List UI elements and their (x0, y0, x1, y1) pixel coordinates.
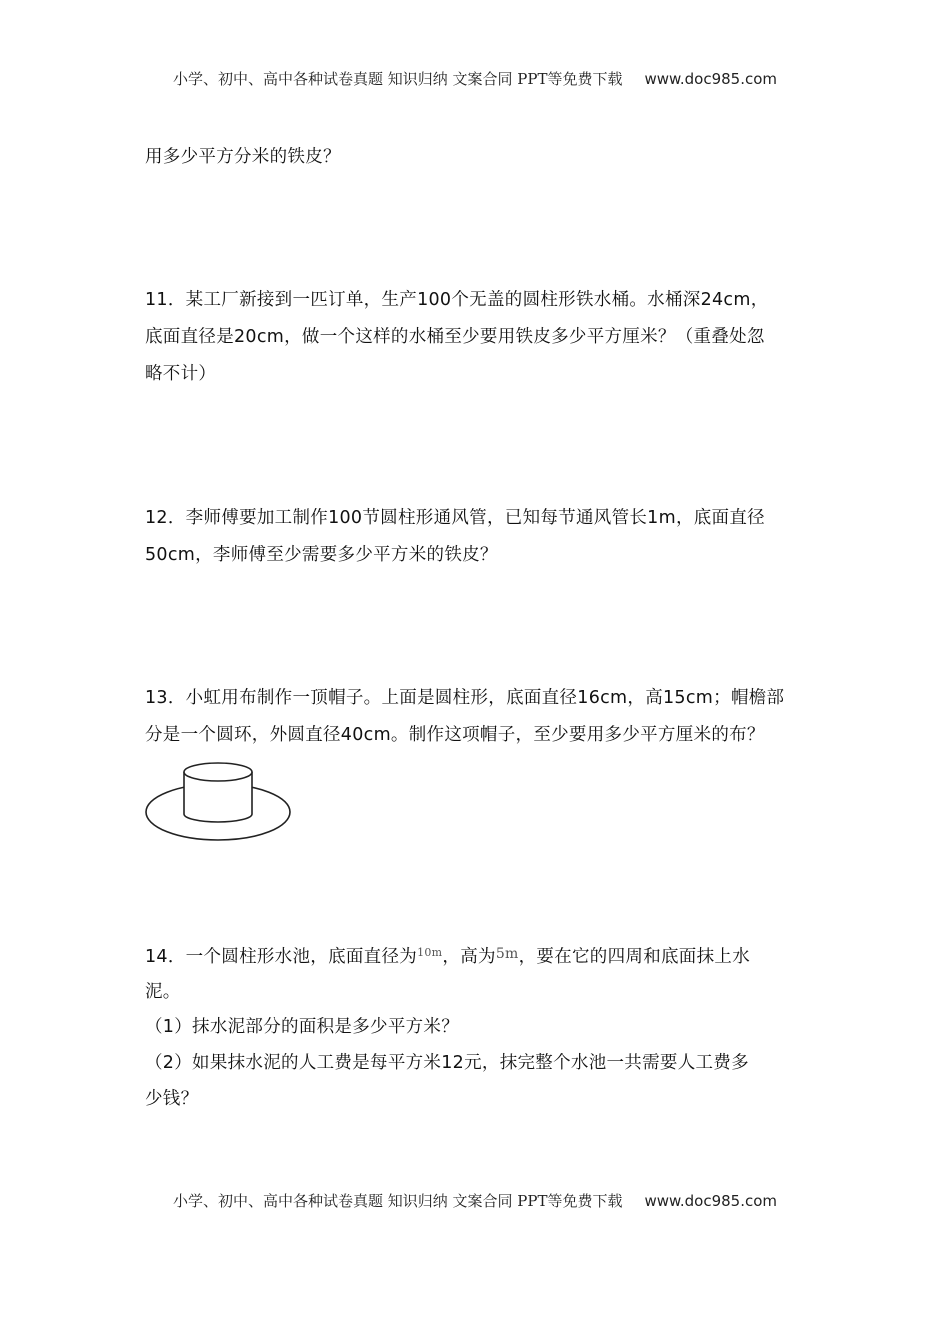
hat-diagram-icon (143, 758, 295, 844)
question-11-line-2: 底面直径是20cm，做一个这样的水桶至少要用铁皮多少平方厘米？（重叠处忽 (145, 327, 765, 347)
page-footer (0, 1190, 950, 1211)
question-14-text-b: ，高为 (442, 947, 496, 967)
question-14-sub-2-line-2: 少钱？ (145, 1089, 199, 1109)
question-11-line-3: 略不计） (145, 364, 217, 384)
height-value: 5m (495, 946, 519, 962)
question-12-line-2: 50cm，李师傅至少需要多少平方米的铁皮？ (145, 545, 498, 565)
question-14-sub-2-line-1: （2）如果抹水泥的人工费是每平方米12元，抹完整个水池一共需要人工费多 (145, 1053, 749, 1073)
header-text: 小学、初中、高中各种试卷真题 知识归纳 文案合同 PPT等免费下载 (172, 70, 623, 88)
question-14-line-2: 泥。 (145, 982, 181, 1002)
footer-url[interactable]: www.doc985.com (644, 1192, 778, 1210)
question-14-sub-1: （1）抹水泥部分的面积是多少平方米？ (145, 1017, 460, 1037)
question-12-line-1: 12．李师傅要加工制作100节圆柱形通风管，已知每节通风管长1m，底面直径 (145, 508, 765, 528)
question-13-line-2: 分是一个圆环，外圆直径40cm。制作这项帽子，至少要用多少平方厘米的布？ (145, 725, 765, 745)
question-11-line-1: 11．某工厂新接到一匹订单，生产100个无盖的圆柱形铁水桶。水桶深24cm， (145, 290, 769, 310)
header-url[interactable]: www.doc985.com (644, 70, 778, 88)
question-13-line-1: 13．小虹用布制作一顶帽子。上面是圆柱形，底面直径16cm，高15cm；帽檐部 (145, 688, 785, 708)
footer-text: 小学、初中、高中各种试卷真题 知识归纳 文案合同 PPT等免费下载 (172, 1192, 623, 1210)
question-14-line-1 (145, 941, 750, 969)
diameter-value: 10m (417, 946, 443, 959)
question-14-text-a: 14．一个圆柱形水池，底面直径为 (145, 947, 418, 967)
page-header (0, 68, 950, 89)
question-10-tail: 用多少平方分米的铁皮？ (145, 147, 341, 167)
question-14-text-c: ，要在它的四周和底面抹上水 (518, 947, 751, 967)
